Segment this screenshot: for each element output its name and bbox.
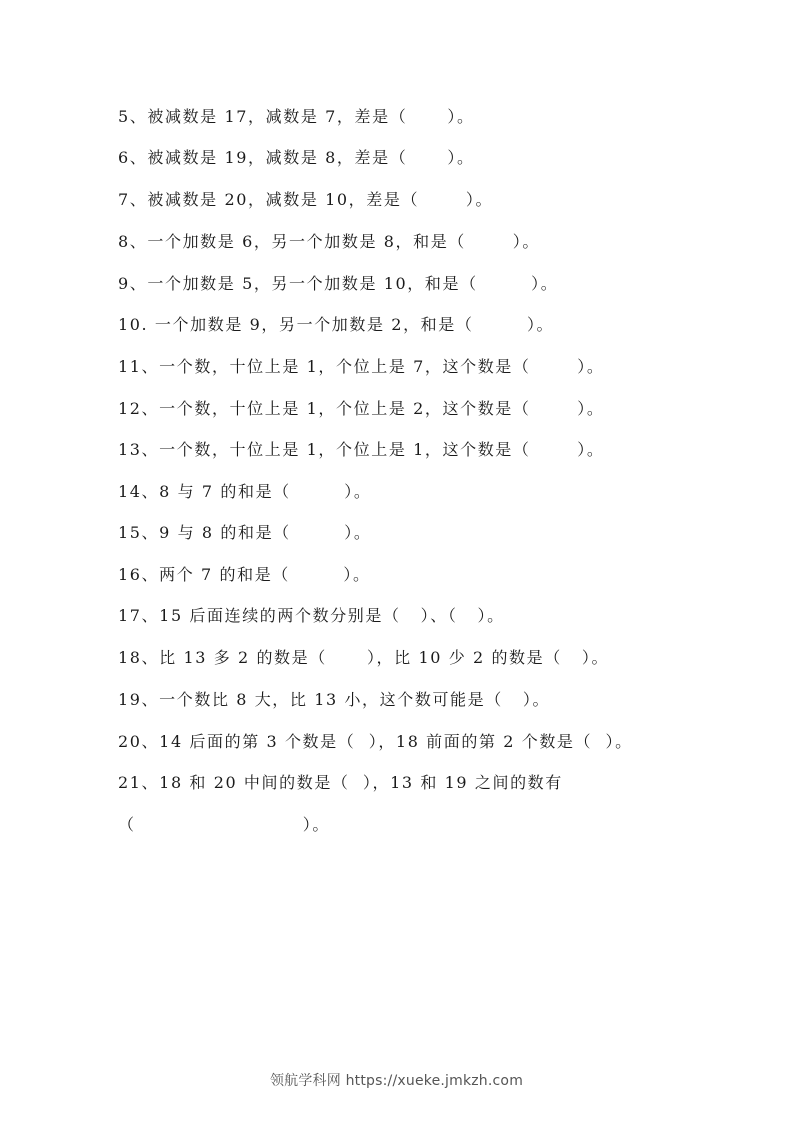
- question-6: 6、被减数是 19，减数是 8，差是（ ）。: [118, 148, 475, 167]
- question-21-continuation: （ ）。: [118, 815, 330, 834]
- question-11: 11、一个数，十位上是 1，个位上是 7，这个数是（ ）。: [118, 357, 605, 376]
- question-20: 20、14 后面的第 3 个数是（ ），18 前面的第 2 个数是（ ）。: [118, 732, 633, 751]
- question-21: 21、18 和 20 中间的数是（ ），13 和 19 之间的数有: [118, 773, 563, 792]
- question-7: 7、被减数是 20，减数是 10，差是（ ）。: [118, 190, 494, 209]
- question-16: 16、两个 7 的和是（ ）。: [118, 565, 371, 584]
- question-19: 19、一个数比 8 大，比 13 小，这个数可能是（ ）。: [118, 690, 551, 709]
- question-8: 8、一个加数是 6，另一个加数是 8，和是（ ）。: [118, 232, 540, 251]
- question-18: 18、比 13 多 2 的数是（ ），比 10 少 2 的数是（ ）。: [118, 648, 610, 667]
- footer-watermark: 领航学科网 https://xueke.jmkzh.com: [269, 1073, 524, 1089]
- question-13: 13、一个数，十位上是 1，个位上是 1，这个数是（ ）。: [118, 440, 605, 459]
- question-5: 5、被减数是 17，减数是 7，差是（ ）。: [118, 107, 475, 126]
- question-15: 15、9 与 8 的和是（ ）。: [118, 523, 372, 542]
- question-14: 14、8 与 7 的和是（ ）。: [118, 482, 372, 501]
- question-17: 17、15 后面连续的两个数分别是（ ）、（ ）。: [118, 606, 505, 625]
- question-12: 12、一个数，十位上是 1，个位上是 2，这个数是（ ）。: [118, 399, 605, 418]
- question-9: 9、一个加数是 5，另一个加数是 10，和是（ ）。: [118, 274, 559, 293]
- question-10: 10. 一个加数是 9，另一个加数是 2，和是（ ）。: [118, 315, 555, 334]
